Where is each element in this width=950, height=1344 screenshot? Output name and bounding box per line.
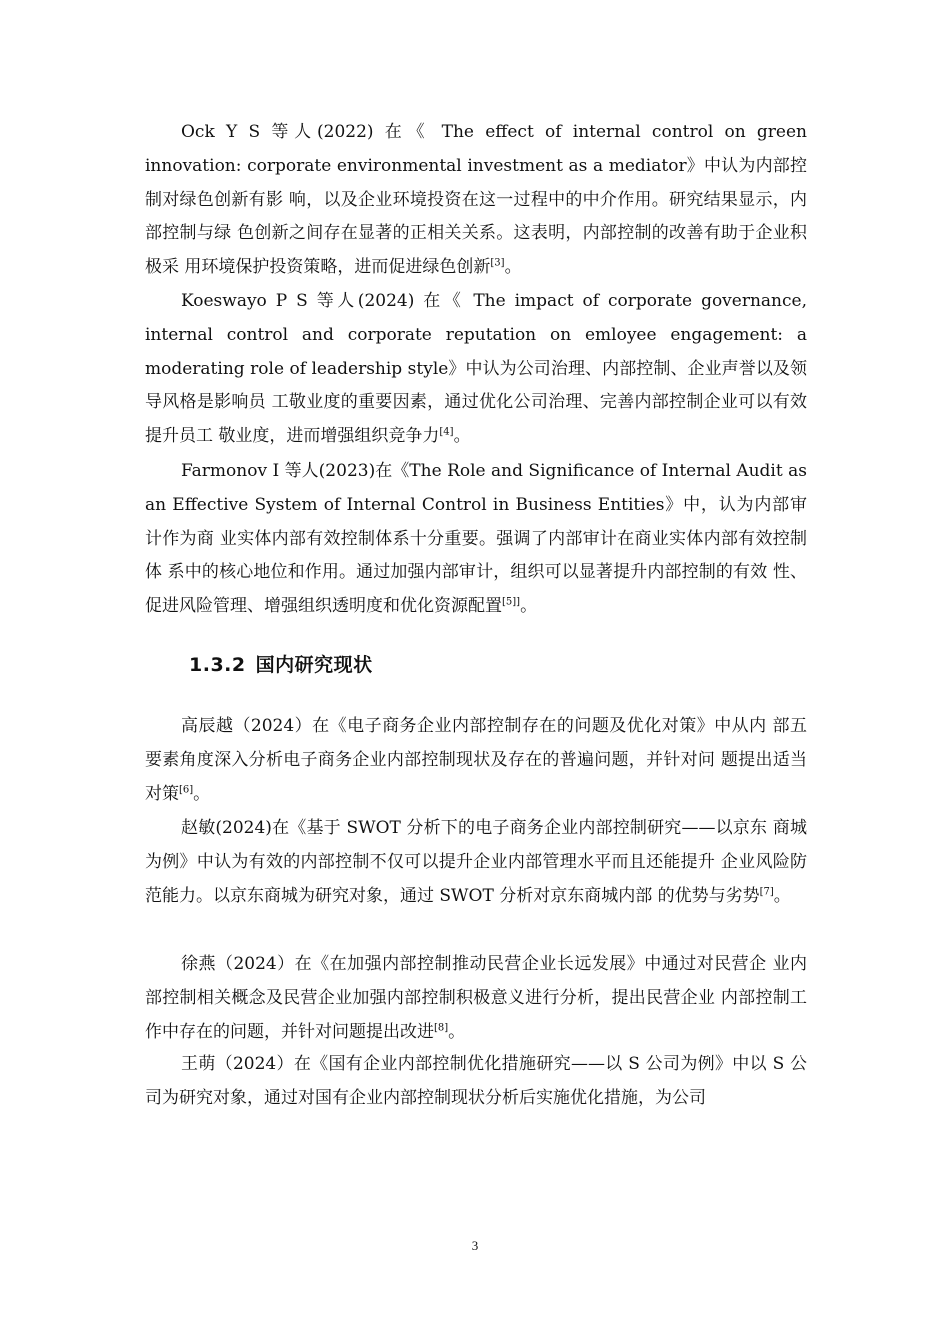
paragraph-gao: 高辰越（2024）在《电子商务企业内部控制存在的问题及优化对策》中从内 部五要素角度深入分析电子商务企业内部控制现状及存在的普遍问题，并针对问 题提出适当对策[6]。 [145, 716, 807, 804]
page-number: 3 [471, 1238, 479, 1253]
paragraph-wang: 王萌（2024）在《国有企业内部控制优化措施研究——以 S 公司为例》中以 S 公司为研究对象，通过对国有企业内部控制现状分析后实施优化措施，为公司 [145, 1054, 807, 1108]
section-title: 国内研究现状 [255, 654, 373, 676]
citation: [7] [759, 885, 774, 897]
citation: [6] [179, 783, 194, 795]
citation: [4] [439, 426, 454, 438]
citation: [8] [434, 1021, 449, 1033]
citation: [5]] [502, 596, 521, 608]
paragraph-farmonov: Farmonov I 等人(2023)在《The Role and Significance of Internal Audit as an Effective System of Internal Control in Business Entities》中，认为内部审计作为商 业实体内部有效控制体系十分重要。强调了内部审计在商业实体内部有效控制体 系中的核心地位和作用。通过加强内部审计，组织可以显著提升内部控制的有效 性、促进风险管理、增强组织透明度和优化资源配置[5]]。 [145, 461, 807, 617]
paragraph-xu: 徐燕（2024）在《在加强内部控制推动民营企业长远发展》中通过对民营企 业内部控制相关概念及民营企业加强内部控制积极意义进行分析，提出民营企业 内部控制工作中存在的问题，并针对问题提出改进[8]。 [145, 954, 807, 1042]
paragraph-zhao: 赵敏(2024)在《基于 SWOT 分析下的电子商务企业内部控制研究——以京东 商城为例》中认为有效的内部控制不仅可以提升企业内部管理水平而且还能提升 企业风险防范能力。以京东商城为研究对象，通过 SWOT 分析对京东商城内部 的优势与劣势[7]。 [145, 818, 807, 906]
paragraph-koeswayo: Koeswayo P S 等人(2024) 在《 The impact of corporate governance, internal control and corporate reputation on emloyee engagement: a moderating role of leadership style》中认为公司治理、内部控制、企业声誉以及领导风格是影响员 工敬业度的重要因素，通过优化公司治理、完善内部控制企业可以有效提升员工 敬业度，进而增强组织竞争力[4]。 [145, 291, 807, 447]
section-number: 1.3.2 [189, 654, 246, 676]
section-heading [189, 650, 383, 677]
citation: [3] [490, 257, 505, 269]
paragraph-ock: Ock Y S 等人(2022) 在《 The effect of internal control on green innovation: corporate environmental investment as a mediator》中认为内部控制对绿色创新有影 响，以及企业环境投资在这一过程中的中介作用。研究结果显示，内部控制与绿 色创新之间存在显著的正相关关系。这表明，内部控制的改善有助于企业积极采 用环境保护投资策略，进而促进绿色创新[3]。 [145, 122, 807, 278]
